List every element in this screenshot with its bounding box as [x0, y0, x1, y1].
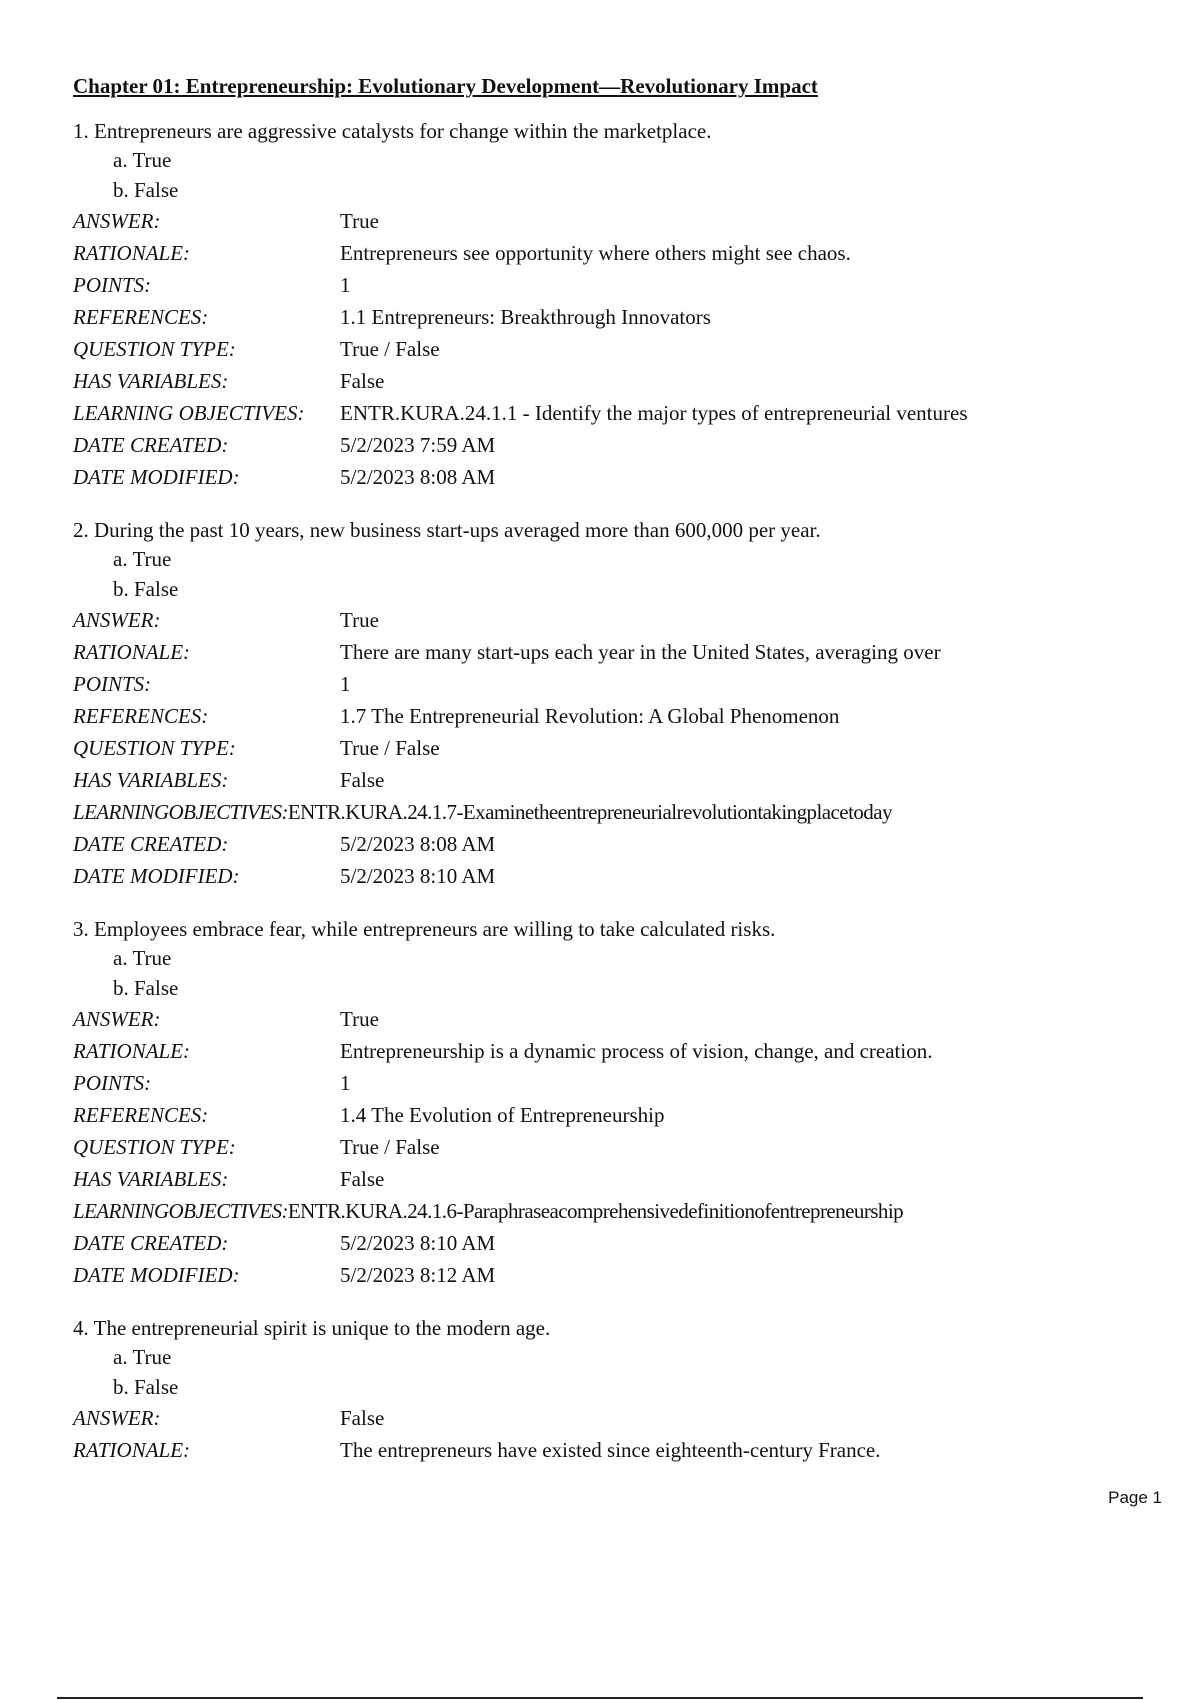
points-value: 1	[340, 1071, 351, 1095]
references-row	[73, 700, 1123, 732]
question-type-label: QUESTION TYPE:	[73, 736, 236, 760]
rationale-label: RATIONALE:	[73, 241, 191, 265]
points-row	[73, 668, 1123, 700]
date-modified-value: 5/2/2023 8:12 AM	[340, 1263, 496, 1287]
points-label: POINTS:	[73, 672, 152, 696]
date-modified-value: 5/2/2023 8:08 AM	[340, 465, 496, 489]
learning-objectives-row	[73, 796, 1123, 828]
option-a: a. True	[113, 946, 172, 970]
learning-objectives-value: ENTR.KURA.24.1.7-Examinetheentrepreneurialrevolutiontakingplacetoday	[287, 800, 892, 824]
references-value: 1.7 The Entrepreneurial Revolution: A Global Phenomenon	[340, 704, 840, 728]
has-variables-value: False	[340, 369, 385, 393]
question-1	[73, 118, 1123, 493]
answer-value: False	[340, 1406, 385, 1430]
references-label: REFERENCES:	[73, 1103, 209, 1127]
date-modified-label: DATE MODIFIED:	[73, 465, 240, 489]
has-variables-row	[73, 1163, 1123, 1195]
points-value: 1	[340, 672, 351, 696]
learning-objectives-value: ENTR.KURA.24.1.1 - Identify the major types of entrepreneurial ventures	[340, 401, 968, 425]
question-2	[73, 517, 1123, 892]
rationale-value: The entrepreneurs have existed since eighteenth-century France.	[340, 1438, 881, 1462]
date-modified-row	[73, 860, 1123, 892]
option-a: a. True	[113, 547, 172, 571]
answer-label: ANSWER:	[73, 209, 161, 233]
answer-row	[73, 205, 1123, 237]
answer-label: ANSWER:	[73, 608, 161, 632]
learning-objectives-label: LEARNINGOBJECTIVES:	[73, 800, 288, 824]
answer-label: ANSWER:	[73, 1406, 161, 1430]
answer-row	[73, 1402, 1123, 1434]
date-created-label: DATE CREATED:	[73, 1231, 229, 1255]
has-variables-value: False	[340, 1167, 385, 1191]
rationale-row	[73, 237, 1123, 269]
learning-objectives-value: ENTR.KURA.24.1.6-Paraphraseacomprehensivedefinitionofentrepreneurship	[287, 1199, 904, 1223]
learning-objectives-row	[73, 1195, 1123, 1227]
rationale-value: There are many start-ups each year in the United States, averaging over	[340, 640, 941, 664]
option-b: b. False	[113, 1375, 179, 1399]
option-a: a. True	[113, 1345, 172, 1369]
points-row	[73, 1067, 1123, 1099]
question-3	[73, 916, 1123, 1291]
option-a: a. True	[113, 148, 172, 172]
date-created-label: DATE CREATED:	[73, 832, 229, 856]
references-row	[73, 1099, 1123, 1131]
chapter-title: Chapter 01: Entrepreneurship: Evolutionary Development—Revolutionary Impact	[73, 74, 818, 98]
has-variables-label: HAS VARIABLES:	[73, 369, 229, 393]
question-type-row	[73, 732, 1123, 764]
answer-row	[73, 1003, 1123, 1035]
references-row	[73, 301, 1123, 333]
points-label: POINTS:	[73, 1071, 152, 1095]
date-modified-row	[73, 1259, 1123, 1291]
question-stem: 3. Employees embrace fear, while entrepreneurs are willing to take calculated risks.	[73, 917, 776, 941]
date-created-value: 5/2/2023 8:10 AM	[340, 1231, 496, 1255]
question-type-label: QUESTION TYPE:	[73, 337, 236, 361]
page-number: Page 1	[1108, 1488, 1162, 1507]
answer-value: True	[340, 209, 379, 233]
rationale-row	[73, 1434, 1123, 1466]
date-modified-row	[73, 461, 1123, 493]
references-value: 1.1 Entrepreneurs: Breakthrough Innovators	[340, 305, 711, 329]
references-value: 1.4 The Evolution of Entrepreneurship	[340, 1103, 665, 1127]
question-type-value: True / False	[340, 337, 440, 361]
option-b: b. False	[113, 178, 179, 202]
question-stem: 2. During the past 10 years, new business start-ups averaged more than 600,000 per year.	[73, 518, 821, 542]
date-modified-value: 5/2/2023 8:10 AM	[340, 864, 496, 888]
rationale-row	[73, 1035, 1123, 1067]
points-label: POINTS:	[73, 273, 152, 297]
references-label: REFERENCES:	[73, 305, 209, 329]
answer-value: True	[340, 1007, 379, 1031]
learning-objectives-row	[73, 397, 1123, 429]
rationale-label: RATIONALE:	[73, 1039, 191, 1063]
rationale-label: RATIONALE:	[73, 640, 191, 664]
has-variables-label: HAS VARIABLES:	[73, 1167, 229, 1191]
learning-objectives-label: LEARNINGOBJECTIVES:	[73, 1199, 288, 1223]
option-b: b. False	[113, 976, 179, 1000]
references-label: REFERENCES:	[73, 704, 209, 728]
has-variables-label: HAS VARIABLES:	[73, 768, 229, 792]
answer-row	[73, 604, 1123, 636]
bottom-divider	[57, 1697, 1143, 1699]
question-stem: 4. The entrepreneurial spirit is unique to the modern age.	[73, 1316, 551, 1340]
date-created-value: 5/2/2023 8:08 AM	[340, 832, 496, 856]
question-type-value: True / False	[340, 736, 440, 760]
date-created-row	[73, 429, 1123, 461]
date-created-value: 5/2/2023 7:59 AM	[340, 433, 496, 457]
question-type-row	[73, 333, 1123, 365]
points-value: 1	[340, 273, 351, 297]
rationale-value: Entrepreneurship is a dynamic process of vision, change, and creation.	[340, 1039, 933, 1063]
rationale-label: RATIONALE:	[73, 1438, 191, 1462]
question-4	[73, 1315, 1123, 1466]
option-b: b. False	[113, 577, 179, 601]
learning-objectives-label: LEARNING OBJECTIVES:	[73, 401, 305, 425]
date-modified-label: DATE MODIFIED:	[73, 864, 240, 888]
date-created-row	[73, 828, 1123, 860]
rationale-value: Entrepreneurs see opportunity where others might see chaos.	[340, 241, 851, 265]
question-stem: 1. Entrepreneurs are aggressive catalysts for change within the marketplace.	[73, 119, 712, 143]
question-type-row	[73, 1131, 1123, 1163]
has-variables-value: False	[340, 768, 385, 792]
date-created-label: DATE CREATED:	[73, 433, 229, 457]
question-type-label: QUESTION TYPE:	[73, 1135, 236, 1159]
points-row	[73, 269, 1123, 301]
answer-label: ANSWER:	[73, 1007, 161, 1031]
answer-value: True	[340, 608, 379, 632]
date-modified-label: DATE MODIFIED:	[73, 1263, 240, 1287]
question-type-value: True / False	[340, 1135, 440, 1159]
rationale-row	[73, 636, 1123, 668]
has-variables-row	[73, 365, 1123, 397]
date-created-row	[73, 1227, 1123, 1259]
has-variables-row	[73, 764, 1123, 796]
